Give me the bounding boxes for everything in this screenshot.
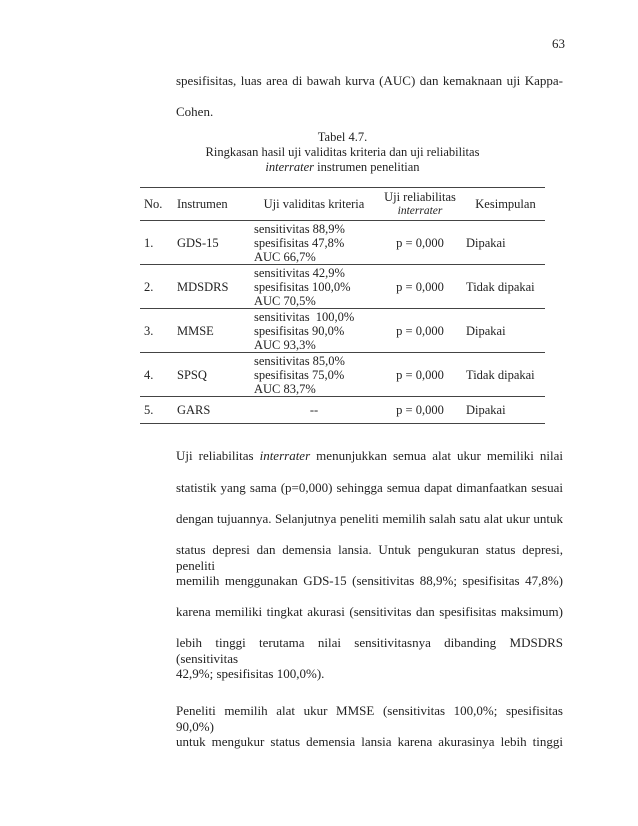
validitas-sensitivitas: sensitivitas 85,0% [254, 353, 345, 368]
validitas-spesifisitas: spesifisitas 100,0% [254, 279, 351, 294]
header-no: No. [140, 188, 177, 221]
validitas-auc: AUC 66,7% [254, 249, 316, 264]
header-reliabilitas-main: Uji reliabilitas [384, 190, 456, 204]
results-table [140, 187, 545, 424]
header-validitas: Uji validitas kriteria [254, 188, 374, 221]
validitas-spesifisitas: spesifisitas 75,0% [254, 367, 345, 382]
row-kesimpulan: Dipakai [466, 309, 545, 353]
validitas-auc: AUC 93,3% [254, 337, 316, 352]
table-row [140, 265, 545, 309]
table-row [140, 221, 545, 265]
row-no: 4. [140, 353, 177, 397]
row-validitas [254, 309, 374, 353]
row-instrumen: GARS [177, 397, 254, 424]
table-header-row [140, 188, 545, 221]
header-reliabilitas [374, 188, 466, 221]
header-kesimpulan: Kesimpulan [466, 188, 545, 221]
paragraph-1-line-5: memilih menggunakan GDS-15 (sensitivitas 88,9%; spesifisitas 47,8%) [176, 573, 563, 588]
validitas-spesifisitas: spesifisitas 90,0% [254, 323, 345, 338]
header-reliabilitas-sub: interrater [397, 205, 443, 217]
validitas-sensitivitas: sensitivitas 100,0% [254, 309, 355, 324]
row-reliabilitas: p = 0,000 [374, 353, 466, 397]
paragraph-1-line-7: lebih tinggi terutama nilai sensitivitasnya dibanding MDSDRS (sensitivitas [176, 635, 563, 666]
row-kesimpulan: Tidak dipakai [466, 353, 545, 397]
row-instrumen: SPSQ [177, 353, 254, 397]
row-kesimpulan: Dipakai [466, 397, 545, 424]
paragraph-1-line-4: status depresi dan demensia lansia. Untuk pengukuran status depresi, peneliti [176, 542, 563, 573]
validitas-auc: AUC 70,5% [254, 293, 316, 308]
table-title-line-2 [140, 160, 545, 175]
row-no: 3. [140, 309, 177, 353]
row-kesimpulan: Tidak dipakai [466, 265, 545, 309]
paragraph-1-line-8: 42,9%; spesifisitas 100,0%). [176, 666, 325, 681]
row-instrumen: GDS-15 [177, 221, 254, 265]
table-caption [140, 130, 545, 175]
row-instrumen: MMSE [177, 309, 254, 353]
table-row [140, 309, 545, 353]
row-instrumen: MDSDRS [177, 265, 254, 309]
intro-line-1: spesifisitas, luas area di bawah kurva (AUC) dan kemaknaan uji Kappa- [176, 73, 563, 88]
validitas-auc: AUC 83,7% [254, 381, 316, 396]
paragraph-1-line-2: statistik yang sama (p=0,000) sehingga semua dapat dimanfaatkan sesuai [176, 480, 563, 495]
paragraph-1-line-6: karena memiliki tingkat akurasi (sensitivitas dan spesifisitas maksimum) [176, 604, 563, 619]
row-no: 2. [140, 265, 177, 309]
paragraph-1-line-1 [176, 448, 563, 464]
row-reliabilitas: p = 0,000 [374, 265, 466, 309]
page-number: 63 [552, 36, 565, 51]
p1-line1-b: menunjukkan semua alat ukur memiliki nilai [310, 448, 564, 463]
validitas-sensitivitas: sensitivitas 88,9% [254, 221, 345, 236]
paragraph-1-line-3: dengan tujuannya. Selanjutnya peneliti memilih salah satu alat ukur untuk [176, 511, 563, 526]
row-validitas [254, 353, 374, 397]
table-row [140, 353, 545, 397]
row-no: 1. [140, 221, 177, 265]
row-validitas: -- [254, 397, 374, 424]
table-row [140, 397, 545, 424]
table-label: Tabel 4.7. [317, 130, 368, 144]
validitas-spesifisitas: spesifisitas 47,8% [254, 235, 345, 250]
intro-line-2: Cohen. [176, 104, 214, 119]
validitas-sensitivitas: sensitivitas 42,9% [254, 265, 345, 280]
row-reliabilitas: p = 0,000 [374, 309, 466, 353]
table-title-italic: interrater [265, 160, 315, 174]
p1-line1-italic: interrater [259, 448, 311, 463]
row-reliabilitas: p = 0,000 [374, 397, 466, 424]
header-instrumen: Instrumen [177, 188, 254, 221]
row-no: 5. [140, 397, 177, 424]
row-reliabilitas: p = 0,000 [374, 221, 466, 265]
row-validitas [254, 221, 374, 265]
paragraph-2-line-2: untuk mengukur status demensia lansia karena akurasinya lebih tinggi [176, 734, 563, 749]
table-title-line-1: Ringkasan hasil uji validitas kriteria dan uji reliabilitas [205, 145, 480, 159]
table-title-rest: instrumen penelitian [314, 160, 420, 174]
row-validitas [254, 265, 374, 309]
paragraph-2-line-1: Peneliti memilih alat ukur MMSE (sensitivitas 100,0%; spesifisitas 90,0%) [176, 703, 563, 734]
row-kesimpulan: Dipakai [466, 221, 545, 265]
p1-line1-a: Uji reliabilitas [176, 448, 260, 463]
